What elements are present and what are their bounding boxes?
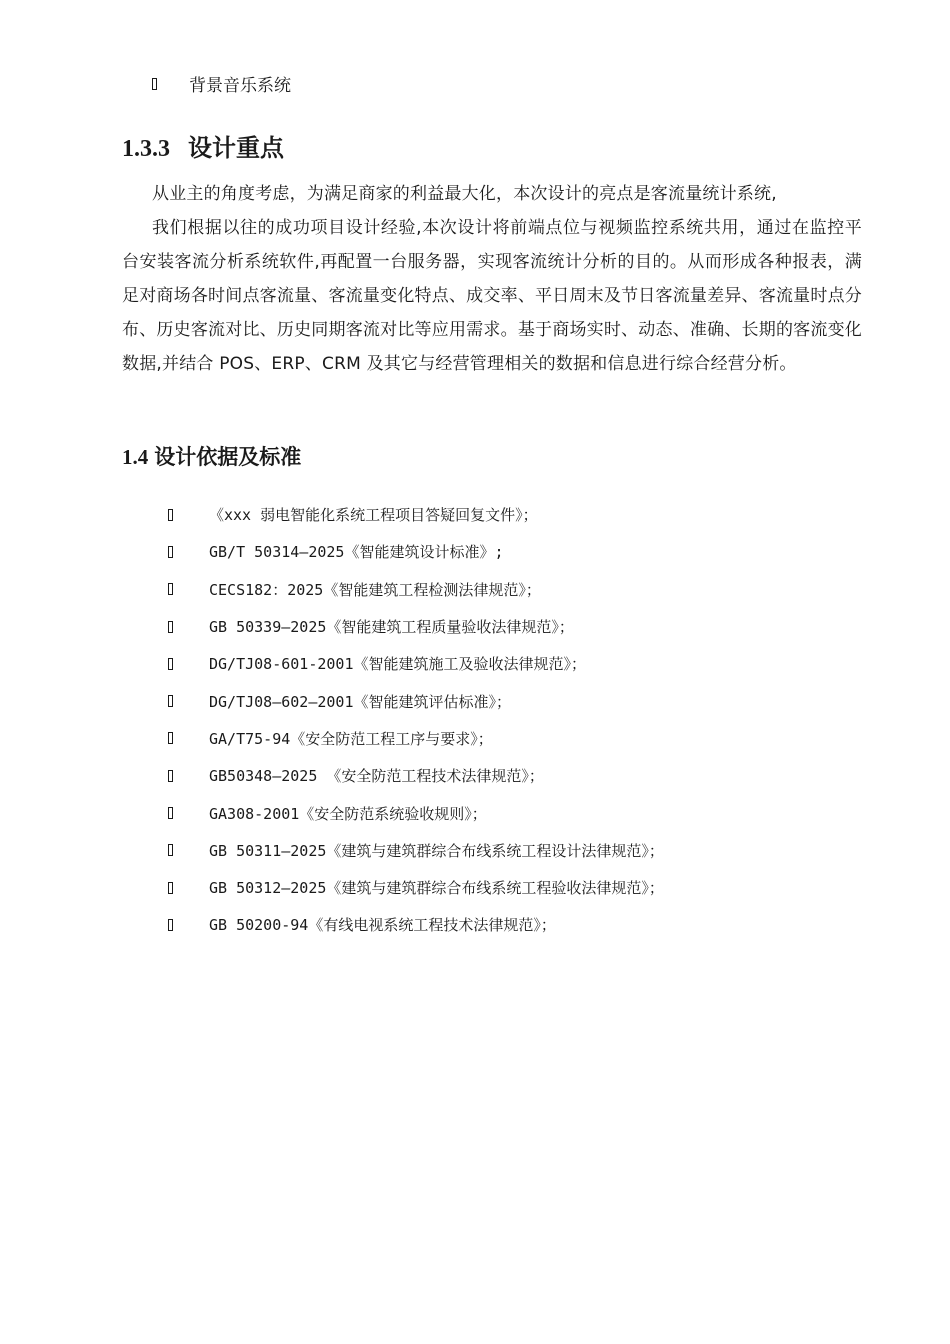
list-item — [168, 906, 664, 943]
hollow-rectangle-bullet-icon — [168, 509, 173, 521]
hollow-rectangle-bullet-icon — [168, 919, 173, 931]
hollow-rectangle-bullet-icon — [168, 882, 173, 894]
standards-list — [168, 496, 664, 944]
paragraph-design-experience: 我们根据以往的成功项目设计经验,本次设计将前端点位与视频监控系统共用，通过在监控平台安装客流分析系统软件,再配置一台服务器，实现客流统计分析的目的。从而形成各种报表，满足对商场各时间点客流量、客流量变化特点、成交率、平日周末及节日客流量差异、客流量时点分布、历史客流对比、历史同期客流对比等应用需求。基于商场实时、动态、准确、长期的客流变化数据,并结合 POS、ERP、CRM 及其它与经营管理相关的数据和信息进行综合经营分析。 — [122, 218, 862, 374]
standard-text: GB50348—2025 《安全防范工程技术法律规范》； — [209, 767, 544, 786]
hollow-rectangle-bullet-icon — [168, 546, 173, 558]
standard-text: GB 50311—2025《建筑与建筑群综合布线系统工程设计法律规范》； — [209, 841, 664, 860]
standard-text: GA/T75-94《安全防范工程工序与要求》； — [209, 729, 493, 748]
section-heading-1-4 — [122, 441, 301, 471]
hollow-rectangle-bullet-icon — [168, 770, 173, 782]
section-title: 设计依据及标准 — [154, 445, 302, 469]
hollow-rectangle-bullet-icon — [168, 844, 173, 856]
section-number: 1.4 — [122, 445, 149, 469]
hollow-rectangle-bullet-icon — [168, 732, 173, 744]
list-item — [168, 533, 664, 570]
section-heading-1-3-3 — [122, 128, 284, 163]
hollow-rectangle-bullet-icon — [168, 658, 173, 670]
paragraph-owner-perspective: 从业主的角度考虑，为满足商家的利益最大化，本次设计的亮点是客流量统计系统, — [152, 184, 777, 204]
list-item — [168, 645, 664, 682]
section-number: 1.3.3 — [122, 136, 170, 162]
hollow-rectangle-bullet-icon — [168, 583, 173, 595]
standard-text: GB 50339—2025《智能建筑工程质量验收法律规范》； — [209, 618, 574, 637]
standard-text: GB/T 50314—2025《智能建筑设计标准》; — [209, 543, 504, 562]
hollow-rectangle-bullet-icon — [168, 807, 173, 819]
standard-text: GA308-2001《安全防范系统验收规则》； — [209, 804, 487, 823]
list-item — [168, 832, 664, 869]
list-item-label: 背景音乐系统 — [189, 76, 291, 96]
list-item — [168, 496, 664, 533]
standard-text: GB 50200-94《有线电视系统工程技术法律规范》； — [209, 916, 556, 935]
list-item — [168, 869, 664, 906]
hollow-rectangle-bullet-icon — [168, 695, 173, 707]
standard-text: 《xxx 弱电智能化系统工程项目答疑回复文件》； — [209, 506, 538, 525]
list-item — [168, 757, 664, 794]
hollow-rectangle-bullet-icon — [168, 621, 173, 633]
section-title: 设计重点 — [188, 136, 284, 162]
hollow-rectangle-bullet-icon — [152, 78, 157, 90]
list-item — [168, 682, 664, 719]
standard-text: DG/TJ08-601-2001《智能建筑施工及验收法律规范》； — [209, 655, 586, 674]
list-item — [168, 720, 664, 757]
list-item — [168, 571, 664, 608]
standard-text: GB 50312—2025《建筑与建筑群综合布线系统工程验收法律规范》； — [209, 879, 664, 898]
list-item — [168, 794, 664, 831]
list-item-background-music — [152, 71, 291, 96]
list-item — [168, 608, 664, 645]
standard-text: CECS182：2025《智能建筑工程检测法律规范》； — [209, 580, 541, 599]
standard-text: DG/TJ08—602—2001《智能建筑评估标准》； — [209, 692, 511, 711]
